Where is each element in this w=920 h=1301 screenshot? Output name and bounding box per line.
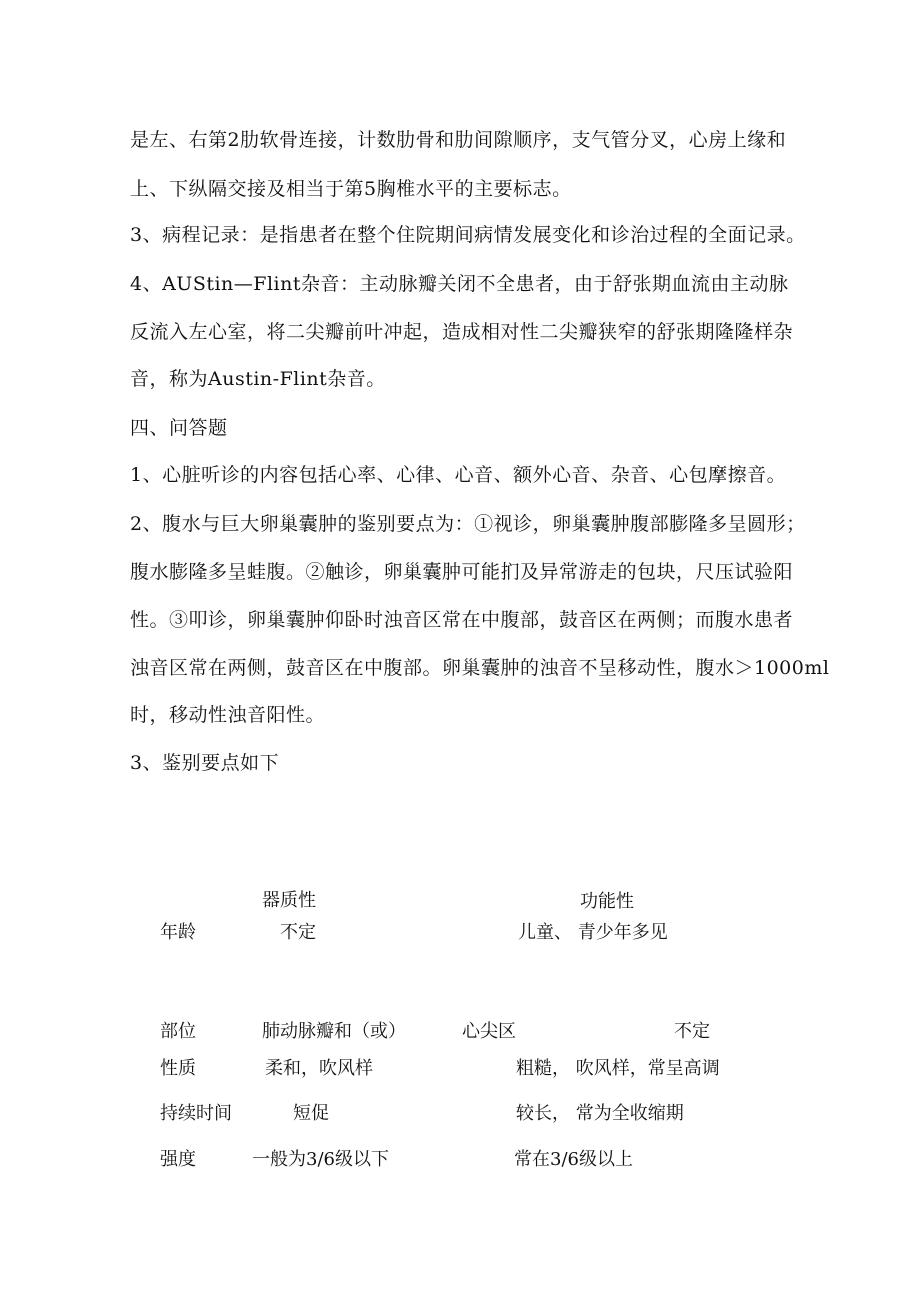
paragraph-line: 上、下纵隔交接及相当于第5胸椎水平的主要标志。	[130, 178, 572, 200]
functional-cell: 不定	[674, 1021, 710, 1042]
table-header-organic: 器质性	[262, 890, 316, 911]
paragraph-line: 浊音区常在两侧，鼓音区在中腹部。卵巢囊肿的浊音不呈移动性，腹水＞1000ml	[130, 657, 830, 679]
functional-cell: 粗糙， 吹风样，常呈高调	[516, 1058, 720, 1079]
organic-cell: 不定	[280, 922, 316, 943]
paragraph-line: 4、AUStin—Flint杂音：主动脉瓣关闭不全患者，由于舒张期血流由主动脉	[130, 273, 789, 295]
paragraph-line: 性。③叩诊，卵巢囊肿仰卧时浊音区常在中腹部，鼓音区在两侧；而腹水患者	[130, 609, 794, 631]
paragraph-line: 反流入左心室，将二尖瓣前叶冲起，造成相对性二尖瓣狭窄的舒张期隆隆样杂	[130, 321, 794, 343]
table-header-functional: 功能性	[580, 891, 634, 912]
paragraph-line: 2、腹水与巨大卵巢囊肿的鉴别要点为：①视诊，卵巢囊肿腹部膨隆多呈圆形；	[130, 513, 806, 535]
paragraph-line: 腹水膨隆多呈蛙腹。②触诊，卵巢囊肿可能扪及异常游走的包块，尺压试验阳	[130, 561, 794, 583]
organic-cell: 肺动脉瓣和（或）	[262, 1021, 406, 1042]
middle-cell: 心尖区	[462, 1021, 516, 1042]
row-label: 持续时间	[160, 1103, 232, 1124]
paragraph-line: 3、病程记录：是指患者在整个住院期间病情发展变化和诊治过程的全面记录。	[130, 224, 806, 246]
row-label: 年龄	[160, 922, 196, 943]
organic-cell: 柔和，吹风样	[265, 1058, 373, 1079]
section-heading: 四、问答题	[130, 417, 228, 439]
paragraph-line: 1、心脏听诊的内容包括心率、心律、心音、额外心音、杂音、心包摩擦音。	[130, 464, 787, 486]
row-label: 性质	[160, 1058, 196, 1079]
row-label: 部位	[160, 1021, 196, 1042]
paragraph-line: 时，移动性浊音阳性。	[130, 704, 326, 726]
row-label: 强度	[160, 1149, 196, 1170]
functional-cell: 较长， 常为全收缩期	[516, 1103, 684, 1124]
functional-cell: 常在3/6级以上	[514, 1149, 633, 1170]
paragraph-line: 是左、右第2肋软骨连接，计数肋骨和肋间隙顺序，支气管分叉，心房上缘和	[130, 129, 787, 151]
paragraph-line: 音，称为Austin-Flint杂音。	[130, 368, 386, 390]
organic-cell: 短促	[293, 1103, 329, 1124]
organic-cell: 一般为3/6级以下	[252, 1149, 389, 1170]
paragraph-line: 3、鉴别要点如下	[130, 752, 280, 774]
functional-cell: 儿童、 青少年多见	[518, 922, 668, 943]
